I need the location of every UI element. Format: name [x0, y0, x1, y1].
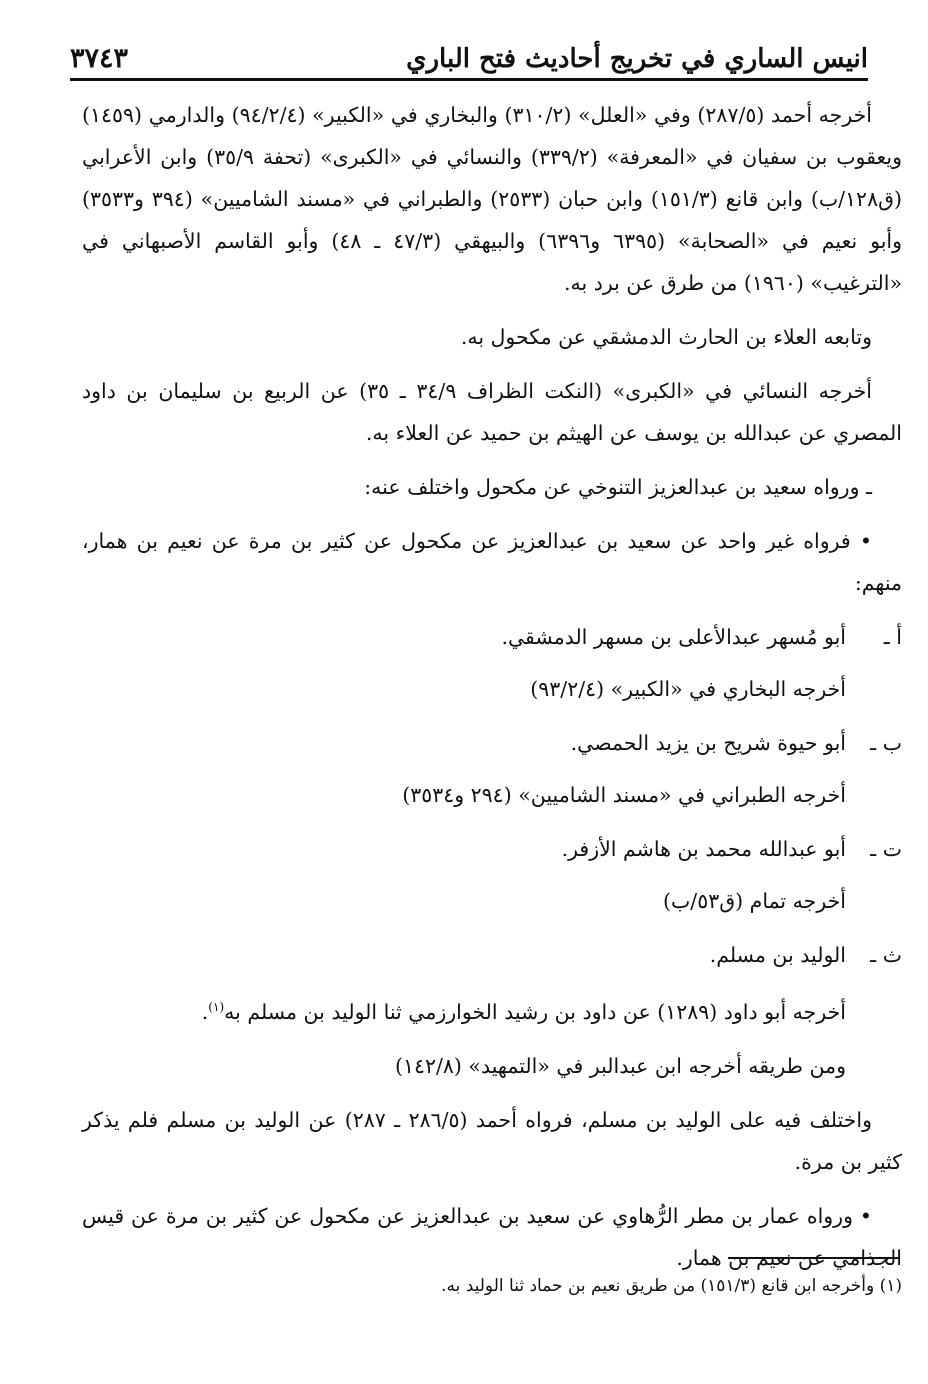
paragraph: • فرواه غير واحد عن سعيد بن عبدالعزيز عن مكحول عن كثير بن مرة عن نعيم بن همار، منهم:	[82, 529, 902, 595]
list-marker: ث ـ	[870, 943, 902, 967]
list-item-source: أخرجه البخاري في «الكبير» (٩٣/٢/٤)	[530, 677, 846, 701]
paragraph: أخرجه النسائي في «الكبرى» (النكت الظراف ٣٤/٩ ـ ٣٥) عن الربيع بن سليمان بن داود المصري عن عبدالله بن يوسف عن الهيثم بن حميد عن العلاء به.	[82, 379, 902, 445]
page-number: ٣٧٤٣	[70, 43, 129, 74]
paragraph: أخرجه أحمد (٢٨٧/٥) وفي «العلل» (٣١٠/٢) والبخاري في «الكبير» (٩٤/٢/٤) والدارمي (١٤٥٩) ويعقوب بن سفيان في «المعرفة» (٣٣٩/٢) والنسائي في «الكبرى» (تحفة ٣٥/٩) وابن الأعرابي (ق١٢٨/ب) وابن قانع (١٥١/٣) وابن حبان (٢٥٣٣) والطبراني في «مسند الشاميين» (٣٩٤ و٣٥٣٣) وأبو نعيم في «الصحابة» (٦٣٩٥ و٦٣٩٦) والبيهقي (٤٧/٣ ـ ٤٨) وأبو القاسم الأصبهاني في «الترغيب» (١٩٦٠) من طرق عن برد به.	[82, 103, 903, 295]
list-marker: ب ـ	[870, 731, 902, 755]
source-end: .	[201, 999, 209, 1024]
list-item-source	[82, 986, 902, 1033]
list-item	[82, 722, 902, 764]
paragraph: وتابعه العلاء بن الحارث الدمشقي عن مكحول به.	[460, 325, 872, 349]
list-item-name: الوليد بن مسلم.	[709, 943, 846, 967]
narrator-list	[82, 616, 902, 1087]
main-text	[82, 94, 902, 1291]
list-marker: ت ـ	[870, 837, 902, 861]
running-title: انيس الساري في تخريج أحاديث فتح الباري	[406, 44, 868, 74]
footnote-number: (١)	[879, 1276, 902, 1296]
list-item-name: أبو مُسهر عبدالأعلى بن مسهر الدمشقي.	[501, 625, 846, 649]
page-header	[70, 30, 868, 81]
source-text: أخرجه أبو داود (١٢٨٩) عن داود بن رشيد الخوارزمي ثنا الوليد بن مسلم به	[224, 999, 846, 1024]
list-item	[82, 934, 902, 976]
list-item-name: أبو عبدالله محمد بن هاشم الأزفر.	[561, 837, 846, 861]
paragraph: • ورواه عمار بن مطر الرُّهاوي عن سعيد بن عبدالعزيز عن مكحول عن كثير بن مرة عن قيس الجذامي عن نعيم بن همار.	[82, 1203, 902, 1270]
list-marker: أ ـ	[883, 625, 902, 649]
paragraph: واختلف فيه على الوليد بن مسلم، فرواه أحمد (٢٨٦/٥ ـ ٢٨٧) عن الوليد بن مسلم فلم يذكر كثير بن مرة.	[82, 1107, 902, 1174]
list-item	[82, 616, 902, 658]
list-item-source: أخرجه الطبراني في «مسند الشاميين» (٢٩٤ و٣٥٣٤)	[402, 783, 846, 807]
footnote	[82, 1268, 902, 1304]
footnote-ref[interactable]: (١)	[208, 1000, 225, 1014]
list-item	[82, 828, 902, 870]
list-item-name: أبو حيوة شريح بن يزيد الحمصي.	[570, 731, 846, 755]
footnote-text: وأخرجه ابن قانع (١٥١/٣) من طريق نعيم بن حماد ثنا الوليد به.	[441, 1276, 875, 1296]
footnote-divider	[728, 1257, 900, 1259]
list-item-source: ومن طريقه أخرجه ابن عبدالبر في «التمهيد» (١٤٢/٨)	[394, 1053, 846, 1078]
paragraph: ـ ورواه سعيد بن عبدالعزيز التنوخي عن مكحول واختلف عنه:	[364, 475, 872, 499]
list-item-source: أخرجه تمام (ق٥٣/ب)	[662, 889, 846, 913]
